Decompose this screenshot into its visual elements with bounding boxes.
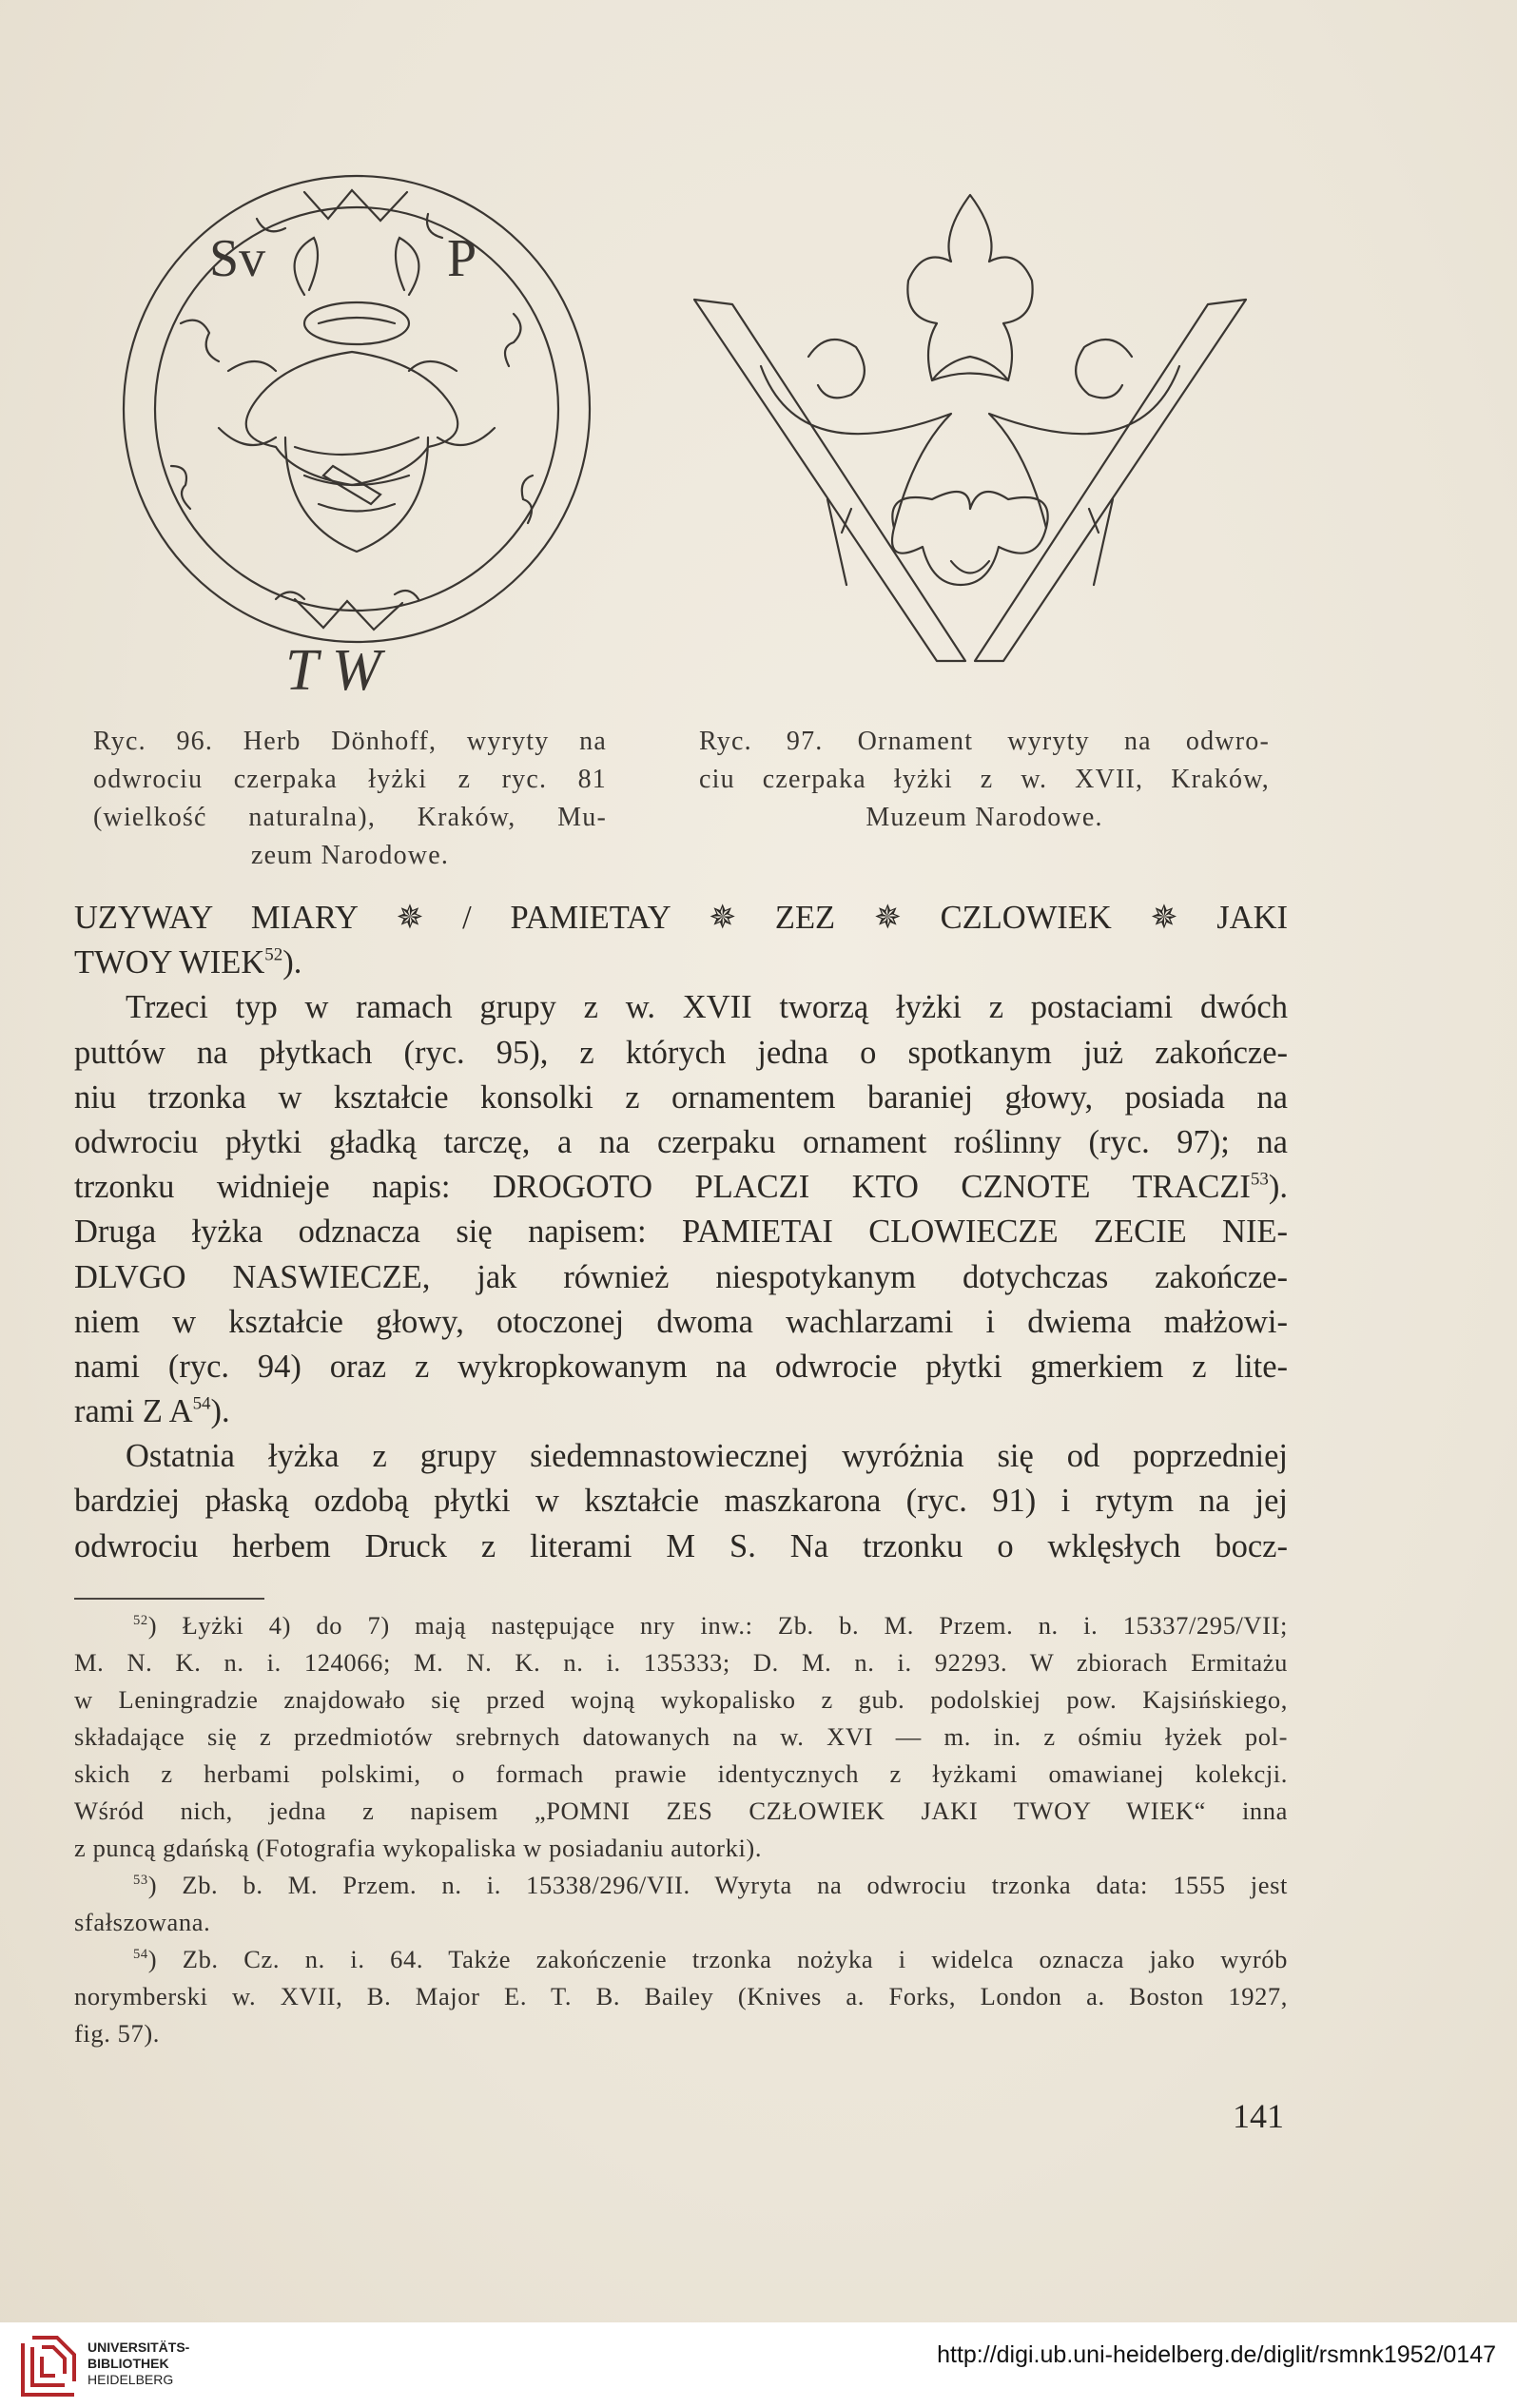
page-number: 141: [1233, 2097, 1284, 2135]
caption-ryc-96: [93, 723, 607, 875]
footnote-line: M. N. K. n. i. 124066; M. N. K. n. i. 135333; D. M. n. i. 92293. W zbiorach Ermitażu: [74, 1648, 1288, 1677]
body-line: UZYWAY MIARY ✵ / PAMIETAY ✵ ZEZ ✵ CZLOWIEK ✵ JAKI: [74, 900, 1288, 936]
footnote-line: fig. 57).: [74, 2019, 161, 2048]
body-text: [74, 896, 1288, 1569]
footnote-text-run: ): [147, 1945, 183, 1973]
caption-line: odwrociu czerpaka łyżki z ryc. 81: [93, 765, 607, 794]
body-text-run: TWOY WIEK: [74, 944, 265, 981]
footnote-line: z puncą gdańską (Fotografia wykopaliska w posiadaniu autorki).: [74, 1834, 763, 1862]
caption-line: Muzeum Narodowe.: [865, 803, 1103, 832]
footnote-text-run: ): [147, 1611, 183, 1640]
footer-bar: [0, 2322, 1517, 2408]
footnote-ref-52: 52: [264, 944, 283, 965]
body-line: nami (ryc. 94) oraz z wykropkowanym na odwrocie płytki gmerkiem z lite-: [74, 1348, 1288, 1385]
footnotes: [74, 1607, 1288, 2052]
library-name: [88, 2340, 189, 2388]
body-line: [74, 1389, 1288, 1434]
footnote-ref-54: 54: [192, 1393, 211, 1414]
body-line: odwrociu herbem Druck z literami M S. Na trzonku o wklęsłych bocz-: [74, 1527, 1288, 1564]
footnote-mark-53: 53: [133, 1872, 148, 1888]
footnote-line: w Leningradzie znajdowało się przed wojną wykopalisko z gub. podolskiej pow. Kajsińskiego,: [74, 1685, 1288, 1714]
library-name-line: UNIVERSITÄTS-: [88, 2340, 190, 2355]
footnote-ref-53: 53: [1250, 1169, 1269, 1190]
body-line: DLVGO NASWIECZE, jak również niespotykanym dotychczas zakończe-: [74, 1258, 1288, 1295]
body-line: odwrociu płytki gładką tarczę, a na czerpaku ornament roślinny (ryc. 97); na: [74, 1123, 1288, 1160]
body-text-run: ).: [1268, 1169, 1288, 1206]
body-line: Ostatnia łyżka z grupy siedemnastowiecznej wyróżnia się od poprzedniej: [126, 1438, 1288, 1475]
library-name-line: HEIDELBERG: [88, 2372, 174, 2387]
caption-line: Ryc. 97. Ornament wyryty na odwro-: [699, 727, 1270, 756]
outer-ring: [124, 176, 590, 642]
body-text-run: rami Z A: [74, 1393, 193, 1430]
footnote-text-run: Zb. Cz. n. i. 64. Także zakończenie trzonka nożyka i widelca oznacza jako wyrób: [182, 1945, 1288, 1973]
footnote-line: [74, 1941, 1288, 1978]
footnote-text-run: Łyżki 4) do 7) mają następujące nry inw.: Zb. b. M. Przem. n. i. 15337/295/VII;: [182, 1611, 1288, 1640]
caption-line: (wielkość naturalna), Kraków, Mu-: [93, 803, 607, 832]
library-logo-icon: [19, 2334, 78, 2398]
footnote-text-run: Zb. b. M. Przem. n. i. 15338/296/VII. Wyryta na odwrociu trzonka data: 1555 jest: [182, 1871, 1288, 1899]
body-text-run: trzonku widnieje napis: DROGOTO PLACZI KTO CZNOTE TRACZI: [74, 1169, 1251, 1206]
body-text-run: ).: [210, 1393, 230, 1430]
footnote-line: [74, 1607, 1288, 1644]
body-line: Trzeci typ w ramach grupy z w. XVII tworzą łyżki z postaciami dwóch: [126, 989, 1288, 1026]
source-url-link[interactable]: http://digi.ub.uni-heidelberg.de/diglit/rsmnk1952/0147: [937, 2341, 1496, 2368]
body-line: bardziej płaską ozdobą płytki w kształcie maszkarona (ryc. 91) i rytym na jej: [74, 1483, 1288, 1520]
footnote-text-run: ): [147, 1871, 183, 1899]
body-line: [74, 1165, 1288, 1210]
body-line: Druga łyżka odznacza się napisem: PAMIETAI CLOWIECZE ZECIE NIE-: [74, 1214, 1288, 1251]
figure-96-coat-of-arms: [114, 152, 599, 704]
caption-line: Ryc. 96. Herb Dönhoff, wyryty na: [93, 727, 607, 756]
fig96-initials: T W: [285, 638, 381, 703]
footnote-separator: [74, 1598, 264, 1600]
body-line: puttów na płytkach (ryc. 95), z których jedna o spotkanym już zakończe-: [74, 1034, 1288, 1071]
fig96-letters-left: Sv: [209, 229, 266, 288]
left-arm: [694, 300, 965, 661]
figure-97-ornament: [685, 185, 1255, 670]
fig96-letters-right: P: [447, 229, 477, 288]
right-arm: [975, 300, 1246, 661]
library-name-line: BIBLIOTHEK: [88, 2356, 169, 2371]
footnote-line: sfałszowana.: [74, 1908, 211, 1936]
footnote-line: składające się z przedmiotów srebrnych datowanych na w. XVI — m. in. z ośmiu łyżek pol-: [74, 1722, 1288, 1751]
footnote-line: Wśród nich, jedna z napisem „POMNI ZES CZŁOWIEK JAKI TWOY WIEK“ inna: [74, 1796, 1288, 1825]
footnote-line: skich z herbami polskimi, o formach prawie identycznych z łyżkami omawianej kolekcji.: [74, 1759, 1288, 1788]
footnote-line: norymberski w. XVII, B. Major E. T. B. Bailey (Knives a. Forks, London a. Boston 1927,: [74, 1982, 1288, 2010]
body-line: niu trzonka w kształcie konsolki z ornamentem baraniej głowy, posiada na: [74, 1078, 1288, 1116]
body-line: niem w kształcie głowy, otoczonej dwoma wachlarzami i dwiema małżowi-: [74, 1303, 1288, 1340]
caption-ryc-97: [699, 723, 1270, 837]
body-line: [74, 941, 1288, 985]
footnote-mark-52: 52: [133, 1612, 148, 1628]
footnote-line: [74, 1867, 1288, 1904]
body-text-run: ).: [282, 944, 302, 981]
caption-line: ciu czerpaka łyżki z w. XVII, Kraków,: [699, 765, 1270, 794]
footnote-mark-54: 54: [133, 1946, 148, 1962]
caption-line: zeum Narodowe.: [250, 841, 450, 870]
